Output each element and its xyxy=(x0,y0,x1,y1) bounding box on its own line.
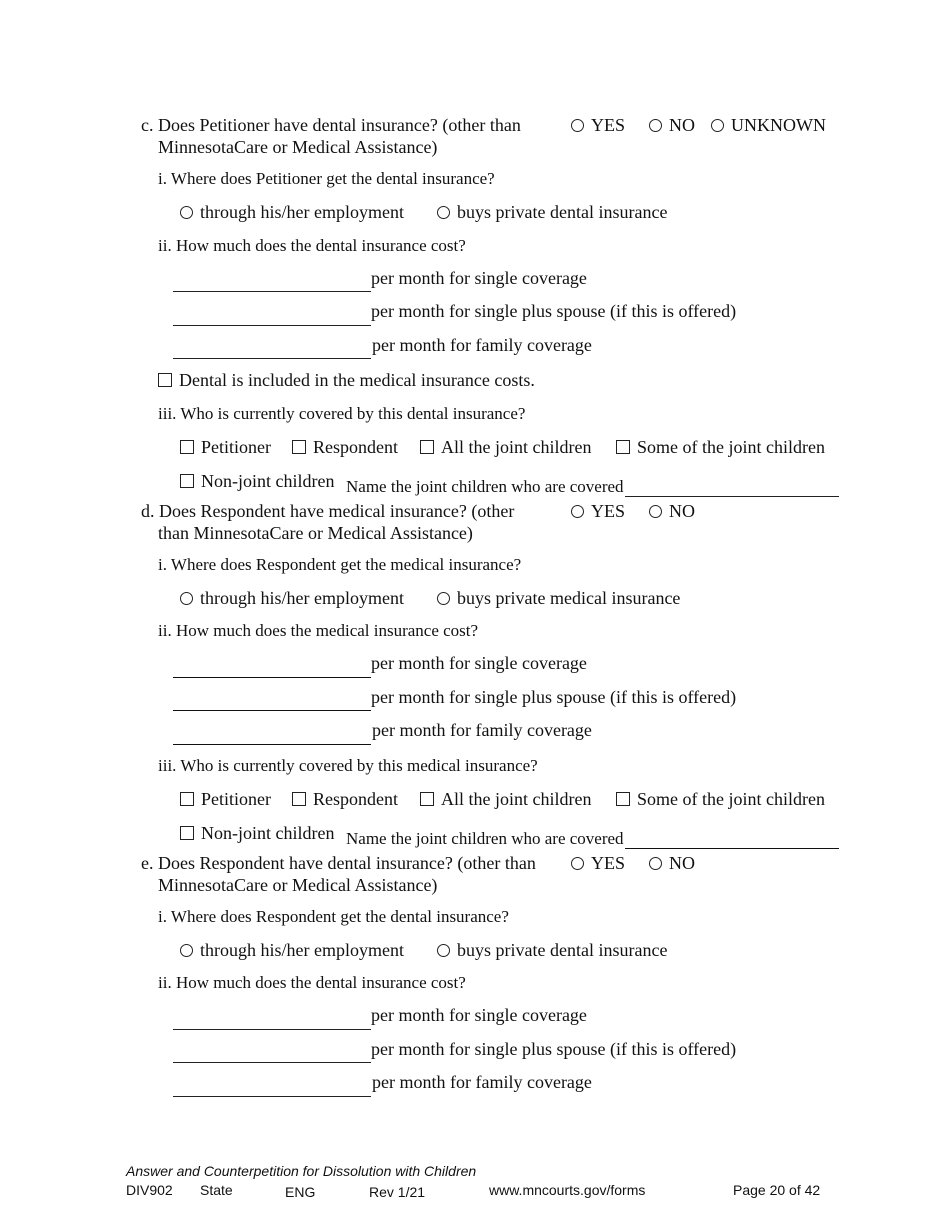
d-question-ii: ii. How much does the medical insurance cost? xyxy=(158,621,479,640)
question-c-line1: c. Does Petitioner have dental insurance? (other than xyxy=(141,115,521,135)
c-name-children-input[interactable] xyxy=(625,496,839,497)
e-single-cost-input[interactable] xyxy=(173,1029,371,1030)
footer-page-number: Page 20 of 42 xyxy=(733,1182,821,1198)
question-e-line2: MinnesotaCare or Medical Assistance) xyxy=(158,875,438,895)
c-spouse-cost-label: per month for single plus spouse (if this is offered) xyxy=(371,301,737,321)
c-family-cost-input[interactable] xyxy=(173,358,371,359)
d-question-i: i. Where does Respondent get the medical insurance? xyxy=(158,555,522,574)
c-name-children-label: Name the joint children who are covered xyxy=(346,477,624,496)
d-spouse-cost-input[interactable] xyxy=(173,710,371,711)
c-spouse-cost-input[interactable] xyxy=(173,325,371,326)
d-name-children-label: Name the joint children who are covered xyxy=(346,829,624,848)
radio-icon[interactable] xyxy=(649,505,662,518)
radio-icon[interactable] xyxy=(180,944,193,957)
checkbox-icon[interactable] xyxy=(420,792,434,806)
radio-icon[interactable] xyxy=(180,592,193,605)
question-e-line1: e. Does Respondent have dental insurance? (other than xyxy=(141,853,536,873)
checkbox-icon[interactable] xyxy=(180,792,194,806)
c-yes-option[interactable]: YES xyxy=(571,114,625,136)
d-family-cost-input[interactable] xyxy=(173,744,371,745)
c-covered-respondent[interactable]: Respondent xyxy=(292,436,398,458)
question-d-line1: d. Does Respondent have medical insurance? (other xyxy=(141,501,515,521)
c-question-i: i. Where does Petitioner get the dental insurance? xyxy=(158,169,495,188)
radio-icon[interactable] xyxy=(437,944,450,957)
checkbox-icon[interactable] xyxy=(180,474,194,488)
footer-url[interactable]: www.mncourts.gov/forms xyxy=(489,1182,646,1198)
checkbox-icon[interactable] xyxy=(180,440,194,454)
radio-icon[interactable] xyxy=(649,857,662,870)
e-spouse-cost-input[interactable] xyxy=(173,1062,371,1063)
radio-icon[interactable] xyxy=(649,119,662,132)
c-dental-included-option[interactable]: Dental is included in the medical insurance costs. xyxy=(158,369,535,391)
d-name-children-input[interactable] xyxy=(625,848,839,849)
checkbox-icon[interactable] xyxy=(616,440,630,454)
d-single-cost-label: per month for single coverage xyxy=(371,653,587,673)
checkbox-icon[interactable] xyxy=(180,826,194,840)
radio-icon[interactable] xyxy=(180,206,193,219)
radio-icon[interactable] xyxy=(571,505,584,518)
d-no-option[interactable]: NO xyxy=(649,500,695,522)
c-family-cost-label: per month for family coverage xyxy=(372,335,592,355)
checkbox-icon[interactable] xyxy=(158,373,172,387)
e-no-option[interactable]: NO xyxy=(649,852,695,874)
d-yes-option[interactable]: YES xyxy=(571,500,625,522)
c-question-ii: ii. How much does the dental insurance cost? xyxy=(158,236,466,255)
d-covered-all-joint[interactable]: All the joint children xyxy=(420,788,591,810)
radio-icon[interactable] xyxy=(571,119,584,132)
checkbox-icon[interactable] xyxy=(420,440,434,454)
d-spouse-cost-label: per month for single plus spouse (if this is offered) xyxy=(371,687,737,707)
d-covered-non-joint[interactable]: Non-joint children xyxy=(180,822,334,844)
radio-icon[interactable] xyxy=(571,857,584,870)
c-employment-option[interactable]: through his/her employment xyxy=(180,201,404,223)
radio-icon[interactable] xyxy=(437,206,450,219)
e-question-ii: ii. How much does the dental insurance cost? xyxy=(158,973,466,992)
d-question-iii: iii. Who is currently covered by this medical insurance? xyxy=(158,756,538,775)
e-spouse-cost-label: per month for single plus spouse (if this is offered) xyxy=(371,1039,737,1059)
e-family-cost-label: per month for family coverage xyxy=(372,1072,592,1092)
d-single-cost-input[interactable] xyxy=(173,677,371,678)
e-employment-option[interactable]: through his/her employment xyxy=(180,939,404,961)
c-covered-petitioner[interactable]: Petitioner xyxy=(180,436,271,458)
c-private-option[interactable]: buys private dental insurance xyxy=(437,201,667,223)
c-unknown-option[interactable]: UNKNOWN xyxy=(711,114,826,136)
footer-form-id: DIV902 xyxy=(126,1182,173,1198)
e-private-option[interactable]: buys private dental insurance xyxy=(437,939,667,961)
footer-state: State xyxy=(200,1182,233,1198)
c-covered-some-joint[interactable]: Some of the joint children xyxy=(616,436,825,458)
d-employment-option[interactable]: through his/her employment xyxy=(180,587,404,609)
question-c-line2: MinnesotaCare or Medical Assistance) xyxy=(158,137,438,157)
checkbox-icon[interactable] xyxy=(292,792,306,806)
radio-icon[interactable] xyxy=(711,119,724,132)
footer-language: ENG xyxy=(285,1184,316,1200)
e-family-cost-input[interactable] xyxy=(173,1096,371,1097)
c-single-cost-input[interactable] xyxy=(173,291,371,292)
c-covered-non-joint[interactable]: Non-joint children xyxy=(180,470,334,492)
footer-title: Answer and Counterpetition for Dissolution with Children xyxy=(126,1163,477,1179)
checkbox-icon[interactable] xyxy=(292,440,306,454)
c-covered-all-joint[interactable]: All the joint children xyxy=(420,436,591,458)
question-d-line2: than MinnesotaCare or Medical Assistance) xyxy=(158,523,473,543)
footer-revision: Rev 1/21 xyxy=(369,1184,426,1200)
c-single-cost-label: per month for single coverage xyxy=(371,268,587,288)
d-family-cost-label: per month for family coverage xyxy=(372,720,592,740)
c-question-iii: iii. Who is currently covered by this dental insurance? xyxy=(158,404,526,423)
c-no-option[interactable]: NO xyxy=(649,114,695,136)
d-private-option[interactable]: buys private medical insurance xyxy=(437,587,680,609)
d-covered-respondent[interactable]: Respondent xyxy=(292,788,398,810)
d-covered-petitioner[interactable]: Petitioner xyxy=(180,788,271,810)
e-yes-option[interactable]: YES xyxy=(571,852,625,874)
e-single-cost-label: per month for single coverage xyxy=(371,1005,587,1025)
radio-icon[interactable] xyxy=(437,592,450,605)
e-question-i: i. Where does Respondent get the dental insurance? xyxy=(158,907,509,926)
d-covered-some-joint[interactable]: Some of the joint children xyxy=(616,788,825,810)
checkbox-icon[interactable] xyxy=(616,792,630,806)
